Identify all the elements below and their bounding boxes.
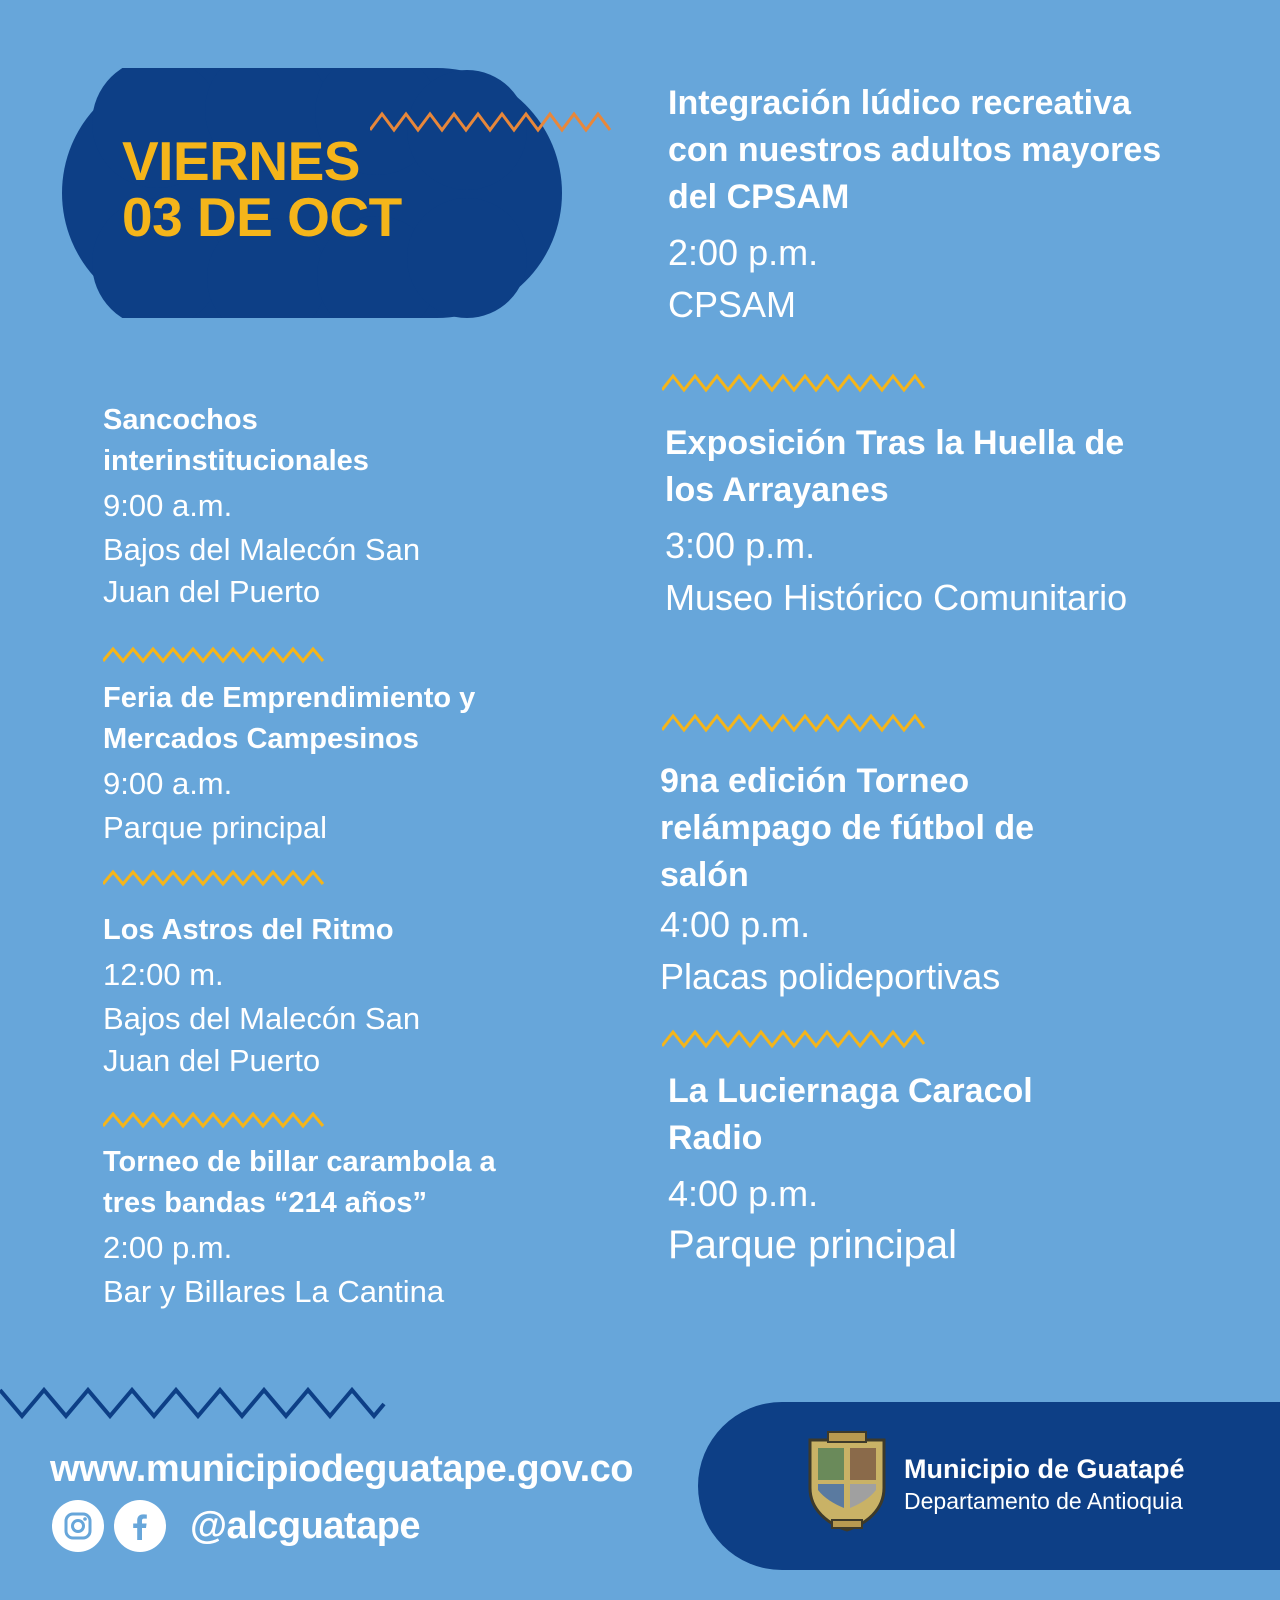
event-time: 9:00 a.m. — [103, 766, 233, 801]
event-place: CPSAM — [668, 284, 797, 325]
social-handle[interactable]: @alcguatape — [190, 1504, 421, 1547]
facebook-icon[interactable] — [114, 1500, 166, 1552]
event-title: Torneo de billar carambola a tres bandas “214 años” — [103, 1146, 496, 1219]
event-place: Museo Histórico Comunitario — [665, 577, 1128, 618]
event-exposicion — [665, 420, 1135, 621]
event-title: Sancochos interinstitucionales — [103, 404, 369, 477]
event-time: 3:00 p.m. — [665, 525, 816, 566]
event-time: 4:00 p.m. — [668, 1173, 819, 1214]
event-title: La Luciernaga Caracol Radio — [668, 1072, 1033, 1157]
event-place: Parque principal — [668, 1223, 958, 1267]
event-luciernaga — [668, 1068, 1098, 1269]
yellow-wave-divider — [662, 372, 926, 394]
event-title: Feria de Emprendimiento y Mercados Campesinos — [103, 682, 476, 755]
event-place: Bar y Billares La Cantina — [103, 1274, 445, 1309]
municipality-badge — [698, 1402, 1280, 1570]
yellow-wave-divider — [103, 868, 333, 888]
event-time: 4:00 p.m. — [660, 904, 811, 945]
date-label: 03 DE OCT — [122, 186, 402, 248]
yellow-wave-divider — [662, 1028, 926, 1050]
event-time: 9:00 a.m. — [103, 488, 233, 523]
municipality-label — [904, 1452, 1185, 1516]
event-sancochos — [103, 400, 463, 613]
event-time: 12:00 m. — [103, 957, 224, 992]
navy-wave-decoration — [0, 1384, 390, 1424]
yellow-wave-divider — [103, 645, 333, 665]
event-astros — [103, 910, 483, 1082]
coat-of-arms-icon — [804, 1430, 890, 1532]
event-title: Exposición Tras la Huella de los Arrayanes — [665, 424, 1125, 509]
event-place: Placas polideportivas — [660, 956, 1001, 997]
day-label: VIERNES — [122, 130, 360, 192]
department-name: Departamento de Antioquia — [904, 1488, 1183, 1514]
orange-wave-decoration — [370, 108, 616, 134]
event-billar — [103, 1142, 533, 1313]
event-feria — [103, 678, 543, 849]
yellow-wave-divider — [662, 712, 926, 734]
event-date-title — [122, 130, 402, 248]
social-row — [52, 1500, 420, 1552]
municipality-name: Municipio de Guatapé — [904, 1454, 1185, 1484]
event-torneo-futbol — [660, 758, 1070, 1000]
event-place: Parque principal — [103, 810, 328, 845]
event-place: Bajos del Malecón San Juan del Puerto — [103, 1001, 421, 1078]
instagram-icon[interactable] — [52, 1500, 104, 1552]
website-link[interactable]: www.municipiodeguatape.gov.co — [50, 1448, 633, 1490]
event-title: Integración lúdico recreativa con nuestros adultos mayores del CPSAM — [668, 84, 1162, 216]
event-time: 2:00 p.m. — [103, 1230, 233, 1265]
event-time: 2:00 p.m. — [668, 232, 819, 273]
yellow-wave-divider — [103, 1110, 333, 1130]
event-title: Los Astros del Ritmo — [103, 914, 394, 946]
event-place: Bajos del Malecón San Juan del Puerto — [103, 532, 421, 609]
event-integracion — [668, 80, 1188, 328]
event-title: 9na edición Torneo relámpago de fútbol de salón — [660, 762, 1035, 894]
